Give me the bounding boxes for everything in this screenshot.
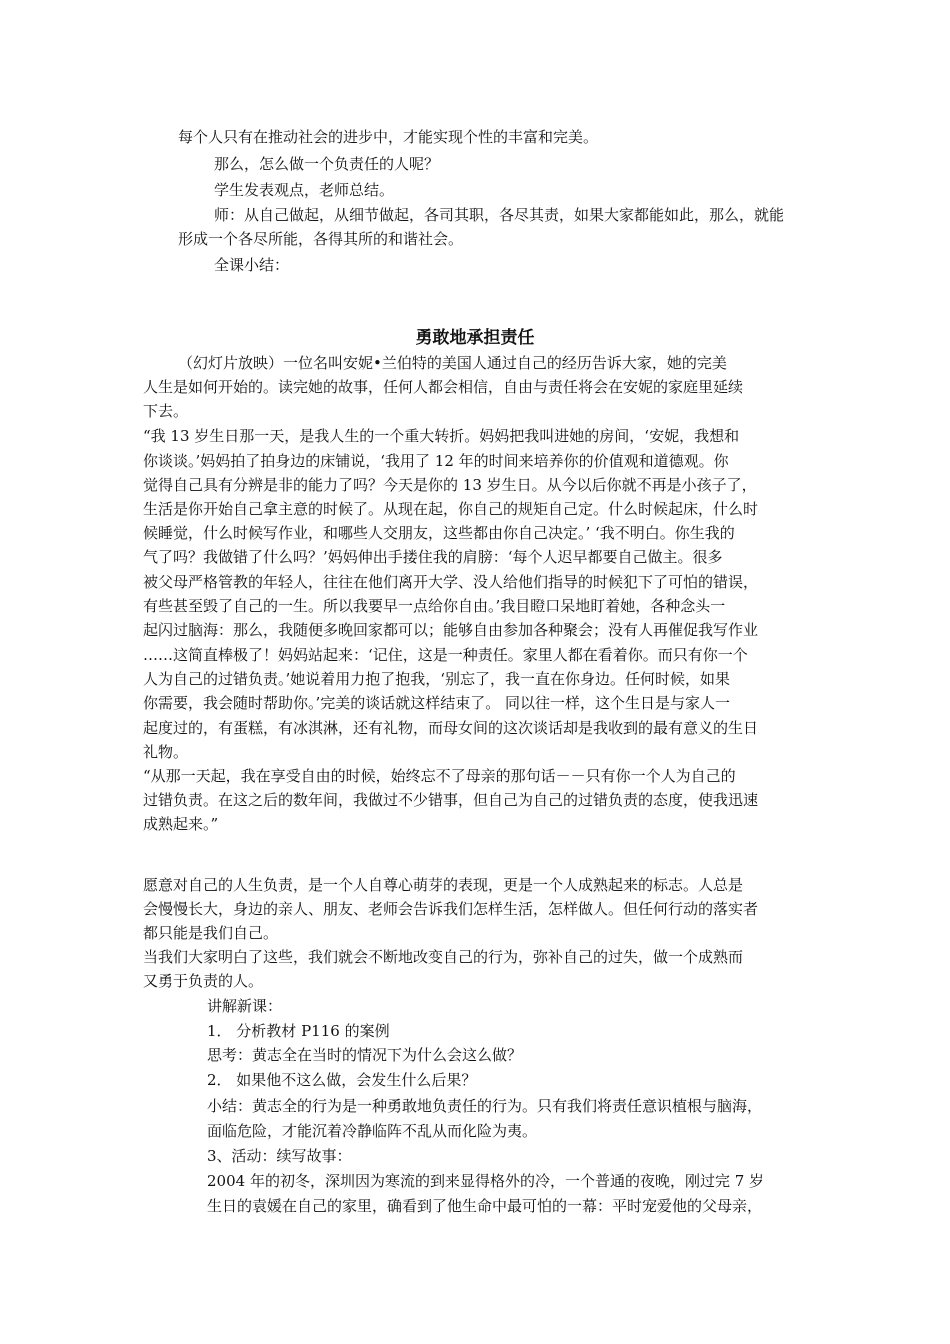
text-line: 2004 年的初冬，深圳因为寒流的到来显得格外的冷，一个普通的夜晚，刚过完 7 岁 [207, 1172, 765, 1190]
text-line: 形成一个各尽所能，各得其所的和谐社会。 [178, 230, 464, 248]
text-line: 礼物。 [143, 743, 189, 761]
text-line: 下去。 [143, 402, 189, 420]
text-line: 3、活动：续写故事： [207, 1147, 352, 1165]
text-line: （幻灯片放映）一位名叫安妮•兰伯特的美国人通过自己的经历告诉大家，她的完美 [178, 354, 727, 372]
text-line: 那么，怎么做一个负责任的人呢？ [214, 155, 440, 173]
text-line: 起闪过脑海：那么，我随便多晚回家都可以；能够自由参加各种聚会；没有人再催促我写作业 [143, 621, 759, 639]
text-line: 2． 如果他不这么做，会发生什么后果？ [207, 1071, 477, 1089]
text-line: 思考：黄志全在当时的情况下为什么会这么做？ [207, 1046, 523, 1064]
text-line: 会慢慢长大，身边的亲人、朋友、老师会告诉我们怎样生活，怎样做人。但任何行动的落实者 [143, 900, 759, 918]
text-line: 有些甚至毁了自己的一生。所以我要早一点给你自由。’我目瞪口呆地盯着她，各种念头一 [143, 597, 726, 615]
text-line: “我 13 岁生日那一天，是我人生的一个重大转折。妈妈把我叫进她的房间，‘安妮，我想和 [143, 427, 740, 445]
text-line: 1． 分析教材 P116 的案例 [207, 1022, 390, 1040]
text-line: 生活是你开始自己拿主意的时候了。从现在起，你自己的规矩自己定。什么时候起床，什么时 [143, 500, 759, 518]
text-line: 起度过的，有蛋糕，有冰淇淋，还有礼物，而母女间的这次谈话却是我收到的最有意义的生日 [143, 719, 759, 737]
text-line: 当我们大家明白了这些，我们就会不断地改变自己的行为，弥补自己的过失，做一个成熟而 [143, 948, 744, 966]
text-line: 愿意对自己的人生负责，是一个人自尊心萌芽的表现，更是一个人成熟起来的标志。人总是 [143, 876, 744, 894]
text-line: 觉得自己具有分辨是非的能力了吗？今天是你的 13 岁生日。从今以后你就不再是小孩子了， [143, 476, 757, 494]
text-line: 你谈谈。’妈妈拍了拍身边的床铺说，‘我用了 12 年的时间来培养你的价值观和道德观。你 [143, 452, 729, 470]
text-line: 你需要，我会随时帮助你。’完美的谈话就这样结束了。 同以往一样，这个生日是与家人一 [143, 694, 731, 712]
text-line: 又勇于负责的人。 [143, 972, 264, 990]
section-title: 勇敢地承担责任 [415, 328, 535, 348]
text-line: 生日的袁媛在自己的家里，确看到了他生命中最可怕的一幕：平时宠爱他的父母亲， [207, 1197, 763, 1215]
text-line: 被父母严格管教的年轻人，往往在他们离开大学、没人给他们指导的时候犯下了可怕的错误， [143, 573, 759, 591]
text-line: 小结：黄志全的行为是一种勇敢地负责任的行为。只有我们将责任意识植根与脑海， [207, 1097, 763, 1115]
text-line: 人为自己的过错负责。’她说着用力抱了抱我，‘别忘了，我一直在你身边。任何时候，如果 [143, 670, 731, 688]
text-line: 每个人只有在推动社会的进步中，才能实现个性的丰富和完美。 [178, 128, 599, 146]
text-line: 气了吗？我做错了什么吗？’妈妈伸出手搂住我的肩膀：‘每个人迟早都要自己做主。很多 [143, 548, 723, 566]
text-line: 面临危险，才能沉着冷静临阵不乱从而化险为夷。 [207, 1122, 538, 1140]
text-line: 讲解新课： [207, 997, 283, 1015]
text-line: 过错负责。在这之后的数年间，我做过不少错事，但自己为自己的过错负责的态度，使我迅速 [143, 791, 759, 809]
text-line: 人生是如何开始的。读完她的故事，任何人都会相信，自由与责任将会在安妮的家庭里延续 [143, 378, 744, 396]
text-line: 成熟起来。” [143, 815, 219, 833]
text-line: “从那一天起，我在享受自由的时候，始终忘不了母亲的那句话－－只有你一个人为自己的 [143, 767, 736, 785]
text-line: 候睡觉，什么时候写作业，和哪些人交朋友，这些都由你自己决定。’ ‘我不明白。你生我的 [143, 524, 735, 542]
text-line: ……这简直棒极了！妈妈站起来：‘记住，这是一种责任。家里人都在看着你。而只有你一个 [143, 646, 748, 664]
text-line: 全课小结： [214, 256, 290, 274]
text-line: 都只能是我们自己。 [143, 924, 279, 942]
text-line: 学生发表观点，老师总结。 [214, 181, 395, 199]
text-line: 师：从自己做起，从细节做起，各司其职，各尽其责，如果大家都能如此，那么，就能 [214, 206, 785, 224]
